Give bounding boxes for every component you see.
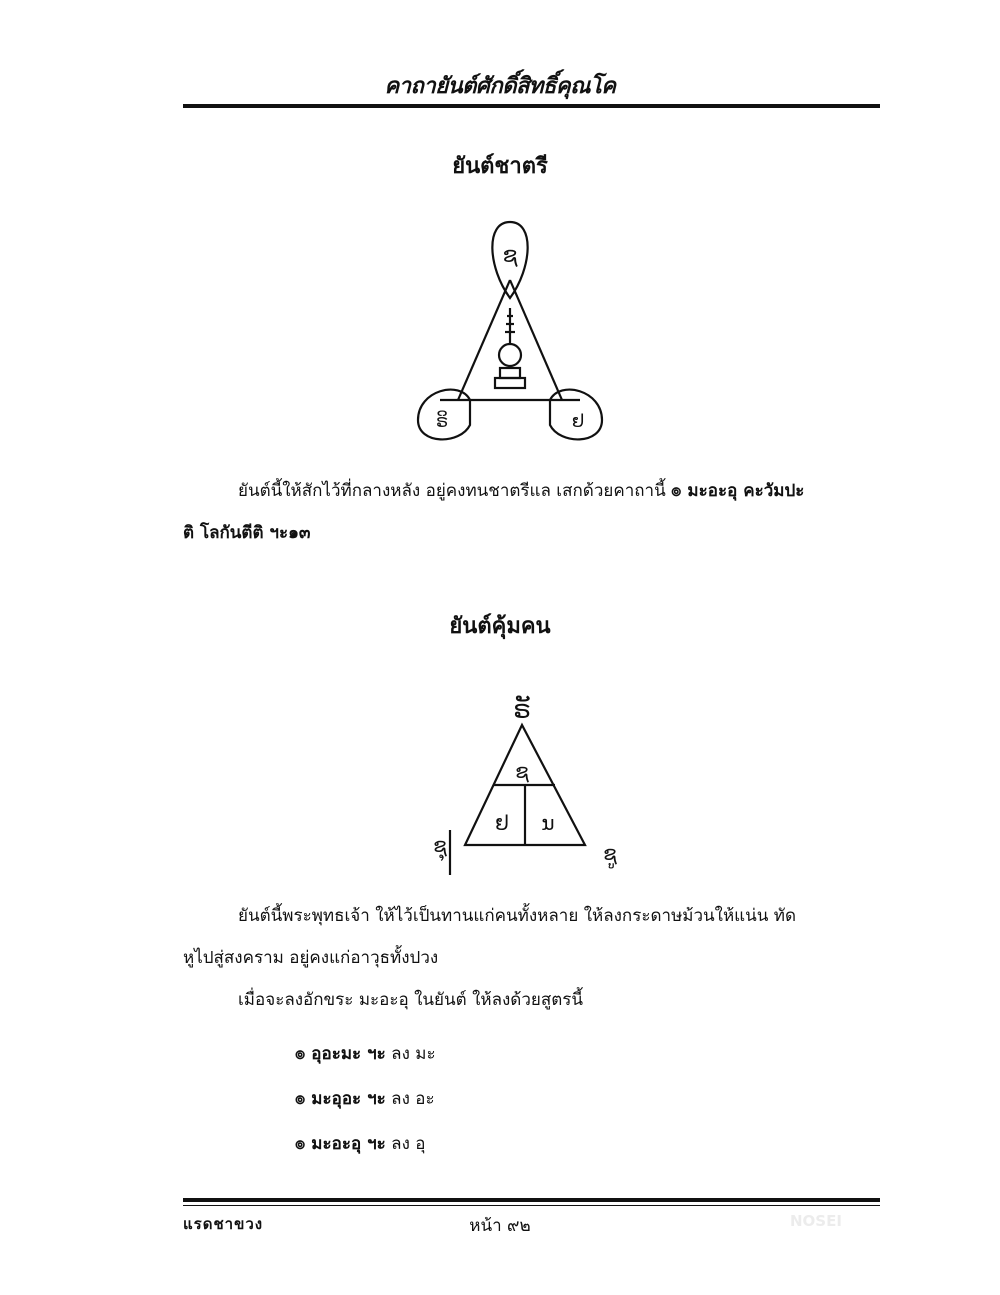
- triangle-left-side: [458, 280, 510, 400]
- page-number: หน้า ๙๒: [469, 1216, 531, 1236]
- section1-incantation-2: ติ โลกันตีติ ฯะ๑๓: [183, 523, 311, 543]
- header-title: คาถายันต์ศักดิ์สิทธิ์คุณโค: [384, 73, 616, 99]
- yantra-khumkhon-diagram: [410, 680, 630, 880]
- section1-title: ยันต์ชาตรี: [452, 154, 548, 179]
- yantra-top-glyph: ຊ: [502, 243, 518, 268]
- section1-incantation-1: ๏ มะอะอุ คะวัมปะ: [671, 481, 805, 501]
- formula-1-text: ลง มะ: [385, 1044, 436, 1064]
- formula-3: [295, 1130, 426, 1157]
- formula-1: [295, 1040, 436, 1067]
- triangle-right-side: [510, 280, 562, 400]
- bottom-left-cell-glyph: ຢ: [495, 811, 509, 835]
- stupa-base-1: [495, 378, 525, 388]
- yantra-right-glyph: ຢ: [571, 411, 585, 432]
- formula-2: [295, 1085, 435, 1112]
- section1-paragraph: [183, 470, 880, 554]
- section2-line2: หูไปสู่สงคราม อยู่คงแก่อาวุธทั้งปวง: [183, 948, 439, 968]
- formula-1-bold: ๏ อุอะมะ ฯะ: [295, 1044, 386, 1064]
- section2-paragraph: [183, 895, 880, 1021]
- left-corner-glyph: ຊຸ: [433, 833, 447, 857]
- formula-3-bold: ๏ มะอะอุ ฯะ: [295, 1134, 386, 1154]
- header-rule: [183, 104, 880, 108]
- section2-line3: เมื่อจะลงอักขระ มะอะอุ ในยันต์ ให้ลงด้วยสูตรนี้: [238, 990, 584, 1010]
- bottom-right-cell-glyph: ນ: [541, 811, 555, 835]
- formula-2-bold: ๏ มะอุอะ ฯะ: [295, 1089, 386, 1109]
- footer-left-label: แรดชาขวง: [183, 1215, 264, 1233]
- stupa-dome: [499, 344, 521, 366]
- footer-rule-thin: [183, 1205, 880, 1206]
- yantra-chatri-diagram: [410, 220, 610, 450]
- formula-2-text: ลง อะ: [385, 1089, 435, 1109]
- footer-right-label: NOSEI: [790, 1212, 842, 1230]
- stupa-base-2: [500, 368, 520, 378]
- footer-rule-thick: [183, 1198, 880, 1202]
- section2-line1: ยันต์นี้พระพุทธเจ้า ให้ไว้เป็นทานแก่คนทั้งหลาย ให้ลงกระดาษม้วนให้แน่น ทัด: [238, 906, 797, 926]
- top-cell-glyph: ຊ: [515, 759, 529, 783]
- formula-3-text: ลง อุ: [385, 1134, 426, 1154]
- yantra-left-glyph: ຣິ: [435, 411, 449, 432]
- apex-glyph: ຣັ: [513, 695, 531, 725]
- section1-text: ยันต์นี้ให้สักไว้ที่กลางหลัง อยู่คงทนชาตรีแล เสกด้วยคาถานี้: [238, 481, 672, 501]
- section2-title: ยันต์คุ้มคน: [449, 614, 551, 639]
- right-corner-glyph: ຊູ: [603, 841, 617, 865]
